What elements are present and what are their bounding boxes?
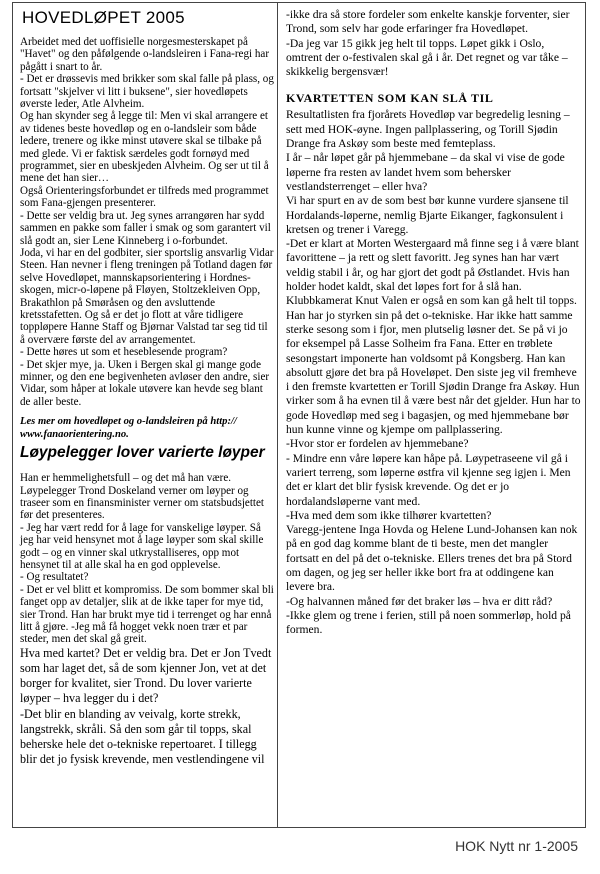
paragraph: - Det er drøssevis med brikker som skal falle på plass, og fortsatt "skjelver vi litt i buksene", sier hovedløpets øverste leder, Atle Alvheim.	[20, 73, 274, 111]
website-link-note[interactable]: Les mer om hovedløpet og o-landsleiren på http:// www.fanaorientering.no.	[20, 416, 237, 440]
paragraph: Resultatlisten fra fjorårets Hovedløp var begredelig lesning – sett med HOK-øyne. Ingen pallplassering, og Torill Sjødin Drange fra Askøy som beste med femteplass.	[286, 108, 570, 151]
paragraph: Og han skynder seg å legge til: Men vi skal arrangere et av tidenes beste hovedløp og en o-landsleir som både ledere, trenere og ikke minst utøvere skal se tilbake på med glede. Vi er faktisk særdeles godt fornøyd med programmet, sier en ubeskjeden Alvheim. Og ser ut til å mene det han sier…	[20, 110, 269, 185]
right-column	[286, 8, 581, 637]
paragraph: -Hva med dem som ikke tilhører kvartetten?	[286, 508, 492, 522]
paragraph: - Det er vel blitt et kompromiss. De som bommer skal bli fanget opp av detaljer, slik at de ikke taper for mye tid, sier Trond. Han har brukt mye tid i terrenget og har ennå litt å gjøre. -Jeg må få hogget vekk noen trær et par steder, men det skal gå greit.	[20, 583, 274, 646]
paragraph: -Det er klart at Morten Westergaard må finne seg i å være blant favorittene – ja rett og slett favoritt. Jeg synes han har vært veldig stabil i år, og har gjort det godt på Østlandet. Hvis han holder hodet kaldt, skal det løpes fort for å slå han.	[286, 237, 579, 294]
paragraph: - Jeg har vært redd for å lage for vanskelige løyper. Så jeg har veid hensynet mot å lage løyper som skal skille godt – og en vinner skal utkrystalliseres, opp mot hensynet til at alle skal ha en god opplevelse.	[20, 521, 264, 572]
article-title: HOVEDLØPET 2005	[22, 8, 185, 27]
page-footer: HOK Nytt nr 1-2005	[455, 838, 578, 854]
paragraph: Også Orienteringsforbundet er tilfreds med programmet som Fana-gjengen presenterer.	[20, 184, 269, 210]
paragraph: -ikke dra så store fordeler som enkelte kanskje forventer, sier Trond, som selv har gode erfaringer fra Hovedløpet.	[286, 8, 570, 36]
column-divider	[277, 2, 278, 828]
paragraph: Klubbkamerat Knut Valen er også en som kan gå helt til topps. Han har jo styrken sin på det o-tekniske. Har ikke hatt samme sterke sesong som i fjor, men plutselig løsner det. Se på vi jo for eksempel på Lasse Solheim fra Fana. Etter en trøblete sesongstart imponerte han voldsomt på Kongsberg. Han kan absolutt gjøre det bra på Hoveløpet. Den siste jeg vil fremheve i den fremste kvartetten er Torill Sjødin Drange fra Askøy. Hun virker som å ha evnen til å være best når det gjelder. Hun har to gode Hovedløp med seg i bagasjen, og med hjemmebane bør hun kunne vinne og kjempe om pallplassering.	[286, 294, 581, 437]
paragraph: Varegg-jentene Inga Hovda og Helene Lund-Johansen kan nok på en god dag komme blant de ti beste, men det mangler fortsatt en del på det o-tekniske. Ellers trenes det bra på Stord om dagen, og jeg ser heller ikke bort fra at oddingene kan levere bra.	[286, 523, 578, 594]
paragraph: -Det blir en blanding av veivalg, korte strekk, langstrekk, skråli. Så den som går til topps, skal beherske hele det o-tekniske repertoaret. I tillegg blir det jo fysisk krevende, men vestlendingene vil	[20, 706, 265, 767]
paragraph: - Dette ser veldig bra ut. Jeg synes arrangøren har sydd sammen en pakke som faller i smak og som garantert vil slå godt an, sier Lene Kinneberg i o-forbundet.	[20, 209, 271, 247]
paragraph: -Da jeg var 15 gikk jeg helt til topps. Løpet gikk i Oslo, omtrent der o-festivalen skal gå i år. Det regnet og var tåke – skikkelig bergensvær!	[286, 36, 568, 79]
paragraph: Hva med kartet? Det er veldig bra. Det er Jon Tvedt som har laget det, så de som kjenner Jon, vet at det borger for kvalitet, sier Trond. Du lover varierte løyper – hva legger du i det?	[20, 645, 272, 706]
paragraph: - Dette høres ut som et heseblesende program?	[20, 346, 228, 359]
paragraph: -Hvor stor er fordelen av hjemmebane?	[286, 437, 469, 451]
paragraph: - Og resultatet?	[20, 571, 89, 584]
paragraph: Arbeidet med det uoffisielle norgesmesterskapet på "Havet" og den påfølgende o-landsleiren i Fana-regi har pågått i snart to år.	[20, 36, 270, 73]
section-heading: KVARTETTEN SOM KAN SLÅ TIL	[286, 91, 494, 106]
paragraph: Vi har spurt en av de som best bør kunne vurdere sjansene til Hordalands-løperne, nemlig Bjarte Eikanger, fagkonsulent i kretsen og trener i Varegg.	[286, 194, 569, 236]
paragraph: Joda, vi har en del godbiter, sier sportslig ansvarlig Vidar Steen. Han nevner i fleng treningen på Totland dagen før selve Hovedløpet, mannskapsorientering i Hordnes-skogen, micr-o-løpene på Fløyen, Stoltzekleiven Opp, Brakathlon på Smøråsen og den avsluttende kretsstafetten. Og så er det jo flott at våre tidligere toppløpere Hanne Staff og Bjørnar Valstad tar seg tid til å overvære første del av arrangementet.	[20, 246, 274, 346]
paragraph: Han er hemmelighetsfull – og det må han være. Løypelegger Trond Doskeland verner om løyper og traseer som en finansminister verner om statsbudsjettet før det presenteres.	[20, 472, 264, 522]
paragraph: -Ikke glem og trene i ferien, still på noen sommerløp, hold på formen.	[286, 608, 571, 637]
paragraph: - Det skjer mye, ja. Uken i Bergen skal gi mange gode minner, og den ene begivenheten avløser den andre, sier Vidar, som håper at lokale utøvere kan hevde seg blant de aller beste.	[20, 358, 270, 408]
paragraph: - Mindre enn våre løpere kan håpe på. Løypetraseene vil gå i variert terreng, som løperne østfra vil kjenne seg igjen i. Men det er klart det blir fysisk krevende. Og det er jo hordalandsløperne vant med.	[286, 451, 571, 508]
article-subtitle: Løypelegger lover varierte løyper	[20, 444, 265, 462]
paragraph: -Og halvannen måned før det braker løs – hva er ditt råd?	[286, 594, 553, 608]
paragraph: I år – når løpet går på hjemmebane – da skal vi vise de gode løperne fra resten av landet hvem som behersker vestlandsterrenget – eller hva?	[286, 151, 565, 193]
left-column	[20, 8, 274, 768]
